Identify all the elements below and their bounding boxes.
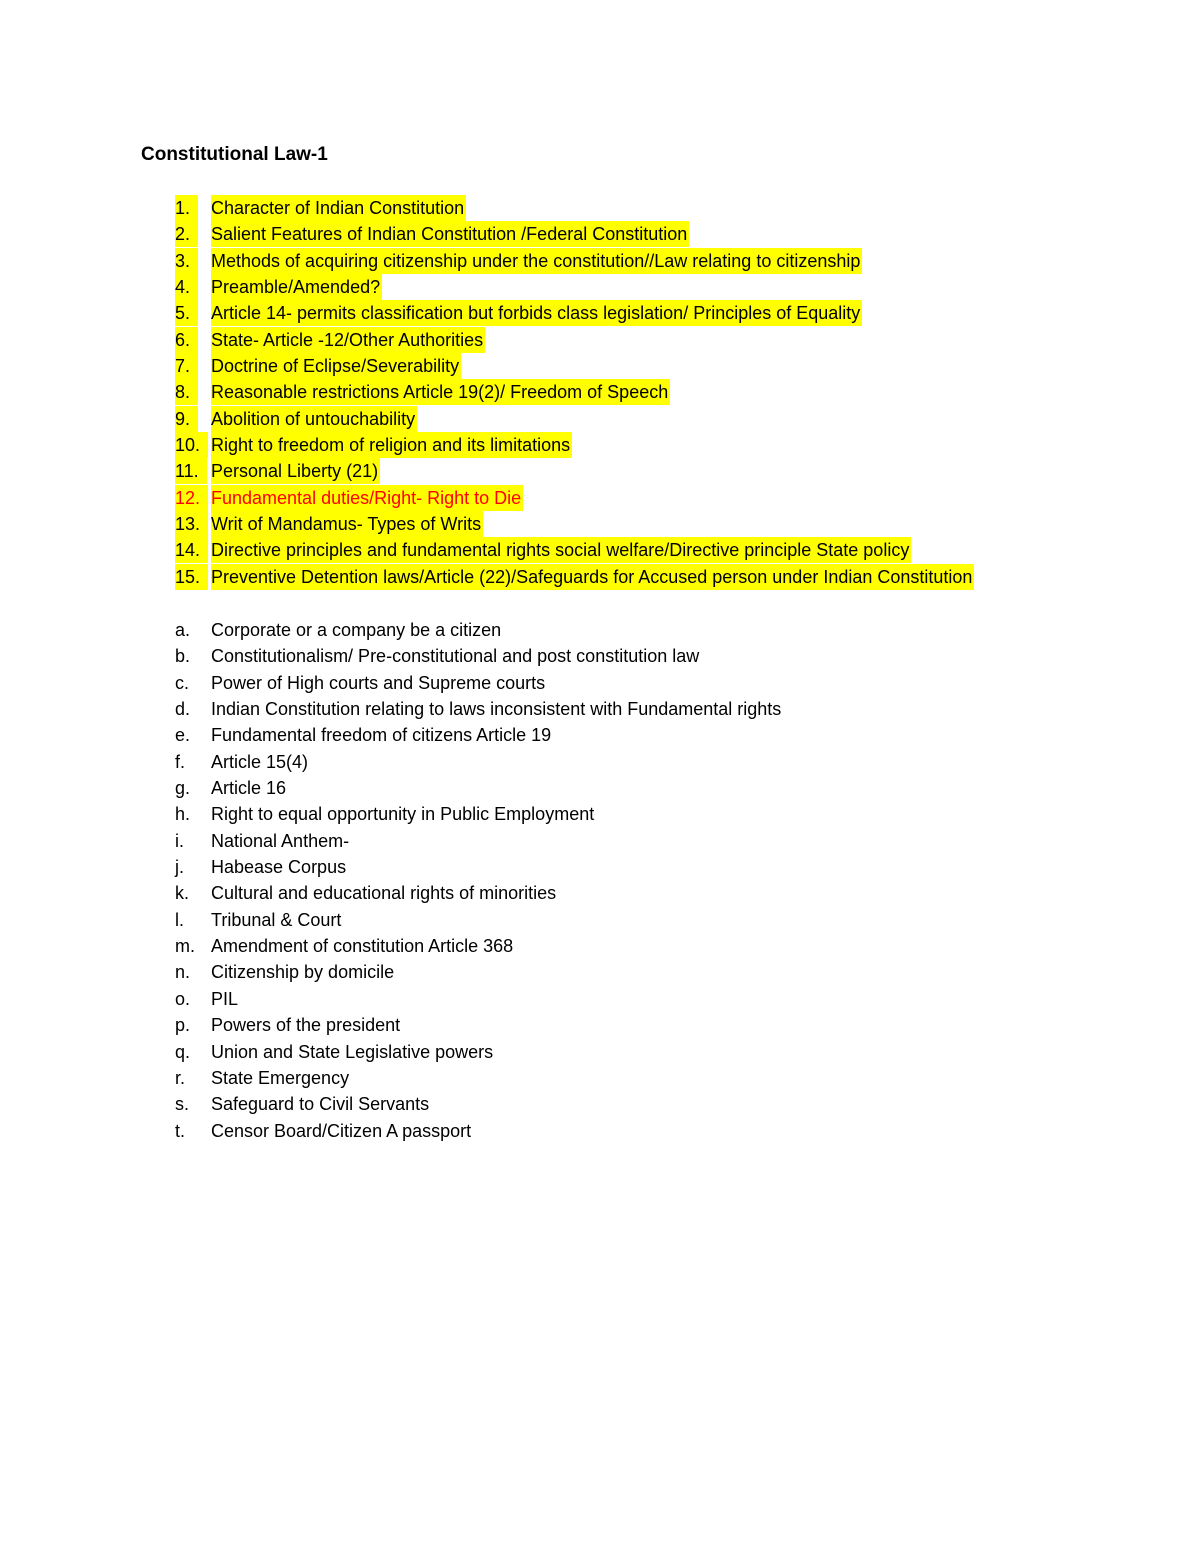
list-item-text: Directive principles and fundamental rights social welfare/Directive principle State policy bbox=[211, 537, 911, 563]
list-marker: e. bbox=[175, 725, 191, 746]
list-marker: 14. bbox=[175, 537, 208, 563]
list-item-text: Methods of acquiring citizenship under the constitution//Law relating to citizenship bbox=[211, 248, 862, 274]
list-marker: n. bbox=[175, 962, 191, 983]
list-marker: 2. bbox=[175, 221, 198, 247]
list-item-text: Doctrine of Eclipse/Severability bbox=[211, 353, 461, 379]
list-item-text: Union and State Legislative powers bbox=[211, 1041, 494, 1062]
list-item-text: Salient Features of Indian Constitution /Federal Constitution bbox=[211, 221, 689, 247]
list-marker: 7. bbox=[175, 353, 198, 379]
list-item-text: Tribunal & Court bbox=[211, 909, 342, 930]
list-marker: 9. bbox=[175, 406, 198, 432]
list-marker: m. bbox=[175, 936, 195, 957]
list-marker: k. bbox=[175, 883, 190, 904]
list-marker: s. bbox=[175, 1094, 190, 1115]
list-marker: c. bbox=[175, 672, 190, 693]
list-item-text: Article 15(4) bbox=[211, 751, 309, 772]
list-item-text: Right to freedom of religion and its limitations bbox=[211, 432, 572, 458]
list-marker: h. bbox=[175, 804, 191, 825]
list-item-text: Writ of Mandamus- Types of Writs bbox=[211, 511, 483, 537]
list-marker: p. bbox=[175, 1015, 191, 1036]
list-marker: l. bbox=[175, 909, 184, 930]
document-title: Constitutional Law-1 bbox=[141, 144, 328, 165]
list-marker: q. bbox=[175, 1041, 191, 1062]
list-item-text: State- Article -12/Other Authorities bbox=[211, 327, 485, 353]
list-item-text: Habease Corpus bbox=[211, 857, 347, 878]
list-marker: 15. bbox=[175, 564, 208, 590]
list-item-text: Article 14- permits classification but forbids class legislation/ Principles of Equality bbox=[211, 300, 862, 326]
list-item-text: Cultural and educational rights of minorities bbox=[211, 883, 557, 904]
list-marker: r. bbox=[175, 1067, 186, 1088]
list-marker: 6. bbox=[175, 327, 198, 353]
list-item-text: Safeguard to Civil Servants bbox=[211, 1094, 430, 1115]
list-marker: 5. bbox=[175, 300, 198, 326]
list-marker: 11. bbox=[175, 458, 207, 484]
list-item-text: Citizenship by domicile bbox=[211, 962, 395, 983]
list-marker: 13. bbox=[175, 511, 208, 537]
list-marker: j. bbox=[175, 857, 184, 878]
list-item-text: Amendment of constitution Article 368 bbox=[211, 936, 514, 957]
list-marker: d. bbox=[175, 699, 191, 720]
list-item-text: Personal Liberty (21) bbox=[211, 458, 380, 484]
list-item-text: Corporate or a company be a citizen bbox=[211, 620, 502, 640]
list-marker: a. bbox=[175, 620, 191, 640]
list-item-text: PIL bbox=[211, 988, 239, 1009]
list-marker: 8. bbox=[175, 379, 198, 405]
list-marker: 10. bbox=[175, 432, 208, 458]
list-marker: 1. bbox=[175, 195, 198, 221]
list-marker: f. bbox=[175, 751, 186, 772]
list-marker: t. bbox=[175, 1120, 186, 1141]
list-item-text: Preamble/Amended? bbox=[211, 274, 382, 300]
list-item-text: Fundamental duties/Right- Right to Die bbox=[211, 485, 523, 511]
list-item-text: Constitutionalism/ Pre-constitutional and post constitution law bbox=[211, 646, 700, 667]
list-marker: 3. bbox=[175, 248, 198, 274]
list-item-text: Preventive Detention laws/Article (22)/Safeguards for Accused person under Indian Constitution bbox=[211, 564, 974, 590]
list-item-text: Article 16 bbox=[211, 778, 287, 799]
list-item-text: Abolition of untouchability bbox=[211, 406, 417, 432]
list-item-text: Indian Constitution relating to laws inconsistent with Fundamental rights bbox=[211, 699, 782, 720]
list-item-text: Fundamental freedom of citizens Article 19 bbox=[211, 725, 552, 746]
list-item-text: Powers of the president bbox=[211, 1015, 401, 1036]
list-marker: i. bbox=[175, 830, 184, 851]
list-item-text: Right to equal opportunity in Public Employment bbox=[211, 804, 595, 825]
list-marker: o. bbox=[175, 988, 191, 1009]
list-item-text: Character of Indian Constitution bbox=[211, 195, 466, 221]
list-marker: 4. bbox=[175, 274, 198, 300]
list-item-text: State Emergency bbox=[211, 1067, 350, 1088]
list-item-text: Power of High courts and Supreme courts bbox=[211, 672, 546, 693]
list-item-text: National Anthem- bbox=[211, 830, 350, 851]
list-marker: b. bbox=[175, 646, 191, 667]
list-marker: 12. bbox=[175, 485, 208, 511]
list-marker: g. bbox=[175, 778, 191, 799]
list-item-text: Censor Board/Citizen A passport bbox=[211, 1120, 472, 1141]
list-item-text: Reasonable restrictions Article 19(2)/ Freedom of Speech bbox=[211, 379, 670, 405]
